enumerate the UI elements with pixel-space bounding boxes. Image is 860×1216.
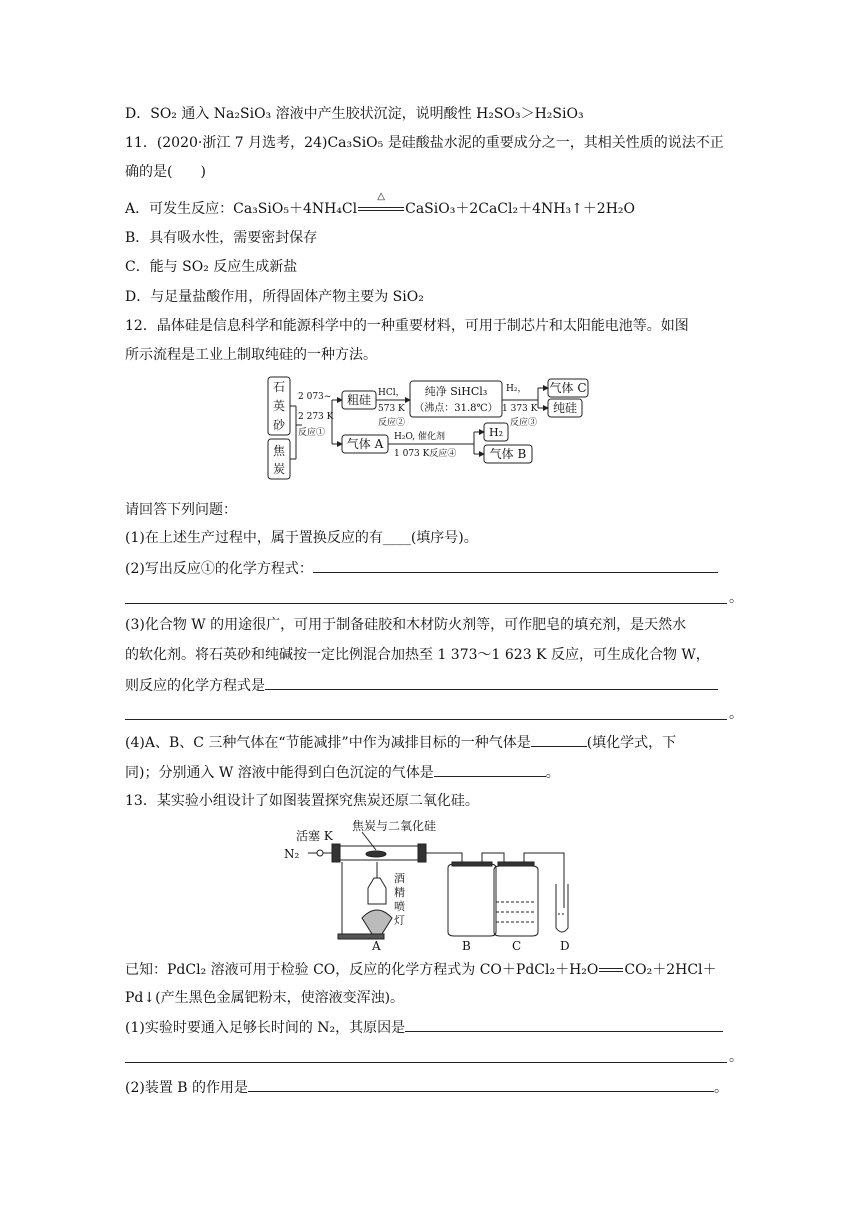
q10-option-d: D．SO₂ 通入 Na₂SiO₃ 溶液中产生胶状沉淀，说明酸性 H₂SO₃＞H₂SiO₃: [125, 106, 584, 122]
cond1-line2: 2 273 K: [298, 412, 334, 422]
quartz-char-1: 石: [272, 380, 286, 394]
q13-stem: 13．某实验小组设计了如图装置探究焦炭还原二氧化硅。: [125, 793, 479, 809]
cond2-line3: 反应②: [378, 418, 406, 428]
q13-known-line1: [125, 960, 717, 980]
cond2-line1: HCl，: [378, 388, 405, 398]
q12-part3-line3: [125, 675, 718, 696]
cond3-line1: H₂，: [506, 384, 527, 394]
q12-part3-text: 则反应的化学方程式是: [125, 678, 265, 694]
answer-blank-line[interactable]: [125, 1061, 727, 1063]
cond4-line1: H₂O, 催化剂: [394, 432, 446, 442]
q11-stem-line1: 11．(2020·浙江 7 月选考，24)Ca₃SiO₅ 是硅酸盐水泥的重要成分之一，其相关性质的说法不正: [125, 135, 724, 151]
q13-known-line2: Pd↓(产生黑色金属钯粉末，使溶液变浑浊)。: [125, 990, 405, 1006]
heating-condition-arrow: [357, 191, 405, 219]
answer-blank[interactable]: [434, 762, 546, 777]
gas-b-box: 气体 B: [489, 447, 527, 461]
q12-part4-text-c: 同)；分别通入 W 溶液中能得到白色沉淀的气体是: [125, 765, 434, 781]
lamp-label-2: 精: [394, 886, 405, 899]
q12-part3-line2: 的软化剂。将石英砂和纯碱按一定比例混合加热至 1 373～1 623 K 反应，可生成化合物 W，: [125, 647, 710, 663]
q11-option-a-reactants: A．可发生反应：Ca₃SiO₅＋4NH₄Cl: [125, 201, 358, 217]
cond2-line2: 573 K: [378, 404, 405, 414]
answer-blank[interactable]: [405, 1017, 723, 1032]
pure-si-box: 纯硅: [552, 401, 578, 415]
apparatus-label-b: B: [462, 939, 471, 952]
quartz-char-3: 砂: [272, 418, 286, 432]
lamp-label-1: 酒: [394, 872, 405, 885]
period: 。: [729, 590, 743, 606]
answer-blank[interactable]: [531, 732, 587, 747]
valve-k-label: 活塞 K: [296, 829, 333, 843]
equals-sign: [599, 968, 623, 972]
q12-intro: 请回答下列问题：: [125, 502, 237, 518]
quartz-char-2: 英: [272, 399, 286, 413]
q12-part1: (1)在上述生产过程中，属于置换反应的有____(填序号)。: [125, 530, 478, 546]
q13-part1-text: (1)实验时要通入足够长时间的 N₂，其原因是: [125, 1020, 406, 1036]
gas-a-box: 气体 A: [346, 437, 384, 451]
silicon-production-flowchart: [262, 375, 602, 487]
n2-label: N₂: [284, 847, 300, 861]
q12-part4-line2: [125, 762, 560, 783]
apparatus-label-d: D: [560, 939, 570, 952]
lamp-label-4: 灯: [394, 914, 405, 927]
q11-option-a: [125, 191, 636, 219]
q11-option-d: D．与足量盐酸作用，所得固体产物主要为 SiO₂: [125, 289, 424, 305]
cond1-line3: 反应①: [298, 428, 326, 438]
apparatus-label-c: C: [512, 939, 522, 952]
coke-char-2: 炭: [272, 462, 286, 476]
cond1-line1: 2 073~: [298, 392, 332, 402]
q12-part4-text-b: (填化学式，下: [586, 735, 677, 751]
coke-char-1: 焦: [272, 444, 286, 458]
lamp-label-3: 喷: [394, 900, 405, 913]
q12-part4-text-a: (4)A、B、C 三种气体在“节能减排”中作为减排目标的一种气体是: [125, 735, 531, 751]
q13-part2-text: (2)装置 B 的作用是: [125, 1080, 249, 1096]
q13-part2: [125, 1077, 728, 1098]
q13-part1: [125, 1017, 723, 1038]
q12-part4-text-d: 。: [545, 765, 560, 781]
q11-option-c: C．能与 SO₂ 反应生成新盐: [125, 259, 298, 275]
period: 。: [729, 1049, 743, 1065]
answer-blank[interactable]: [313, 558, 718, 573]
pure-sihcl3-line2: （沸点：31.8℃）: [414, 403, 498, 414]
answer-blank-line[interactable]: [125, 718, 727, 720]
period: 。: [729, 706, 743, 722]
q12-part2: [125, 558, 718, 579]
answer-blank[interactable]: [265, 675, 718, 690]
heat-triangle: △: [377, 191, 385, 202]
answer-blank-line[interactable]: [125, 602, 727, 604]
apparatus-label-a: A: [372, 939, 381, 952]
q11-stem-line2: 确的是( ): [125, 164, 206, 180]
cond3-line2: 1 373 K: [502, 404, 538, 414]
pure-sihcl3-line1: 纯净 SiHCl₃: [424, 385, 488, 398]
gas-c-box: 气体 C: [549, 381, 587, 395]
period: 。: [714, 1080, 729, 1096]
cond3-line3: 反应③: [510, 418, 538, 428]
q13-known-reactants: 已知：PdCl₂ 溶液可用于检验 CO，反应的化学方程式为 CO＋PdCl₂＋H₂O: [125, 962, 599, 978]
q12-part4-line1: [125, 732, 676, 753]
coke-silica-reduction-apparatus: [282, 818, 590, 952]
crude-si-box: 粗硅: [346, 393, 372, 407]
cond4-line2: 1 073 K反应④: [394, 449, 457, 459]
q11-option-b: B．具有吸水性，需要密封保存: [125, 230, 318, 246]
q11-option-a-products: CaSiO₃＋2CaCl₂＋4NH₃↑＋2H₂O: [405, 201, 636, 217]
reactants-label: 焦炭与二氧化硅: [352, 819, 437, 833]
q12-stem-line1: 12．晶体硅是信息科学和能源科学中的一种重要材料，可用于制芯片和太阳能电池等。如图: [125, 318, 689, 334]
h2-box: H₂: [488, 426, 504, 439]
q12-part3-line1: (3)化合物 W 的用途很广，可用于制备硅胶和木材防火剂等，可作肥皂的填充剂，是天然水: [125, 617, 687, 633]
answer-blank[interactable]: [248, 1077, 714, 1092]
q13-known-products: CO₂＋2HCl＋: [624, 962, 717, 978]
q12-part2-text: (2)写出反应①的化学方程式：: [125, 561, 313, 577]
q12-stem-line2: 所示流程是工业上制取纯硅的一种方法。: [125, 347, 377, 363]
